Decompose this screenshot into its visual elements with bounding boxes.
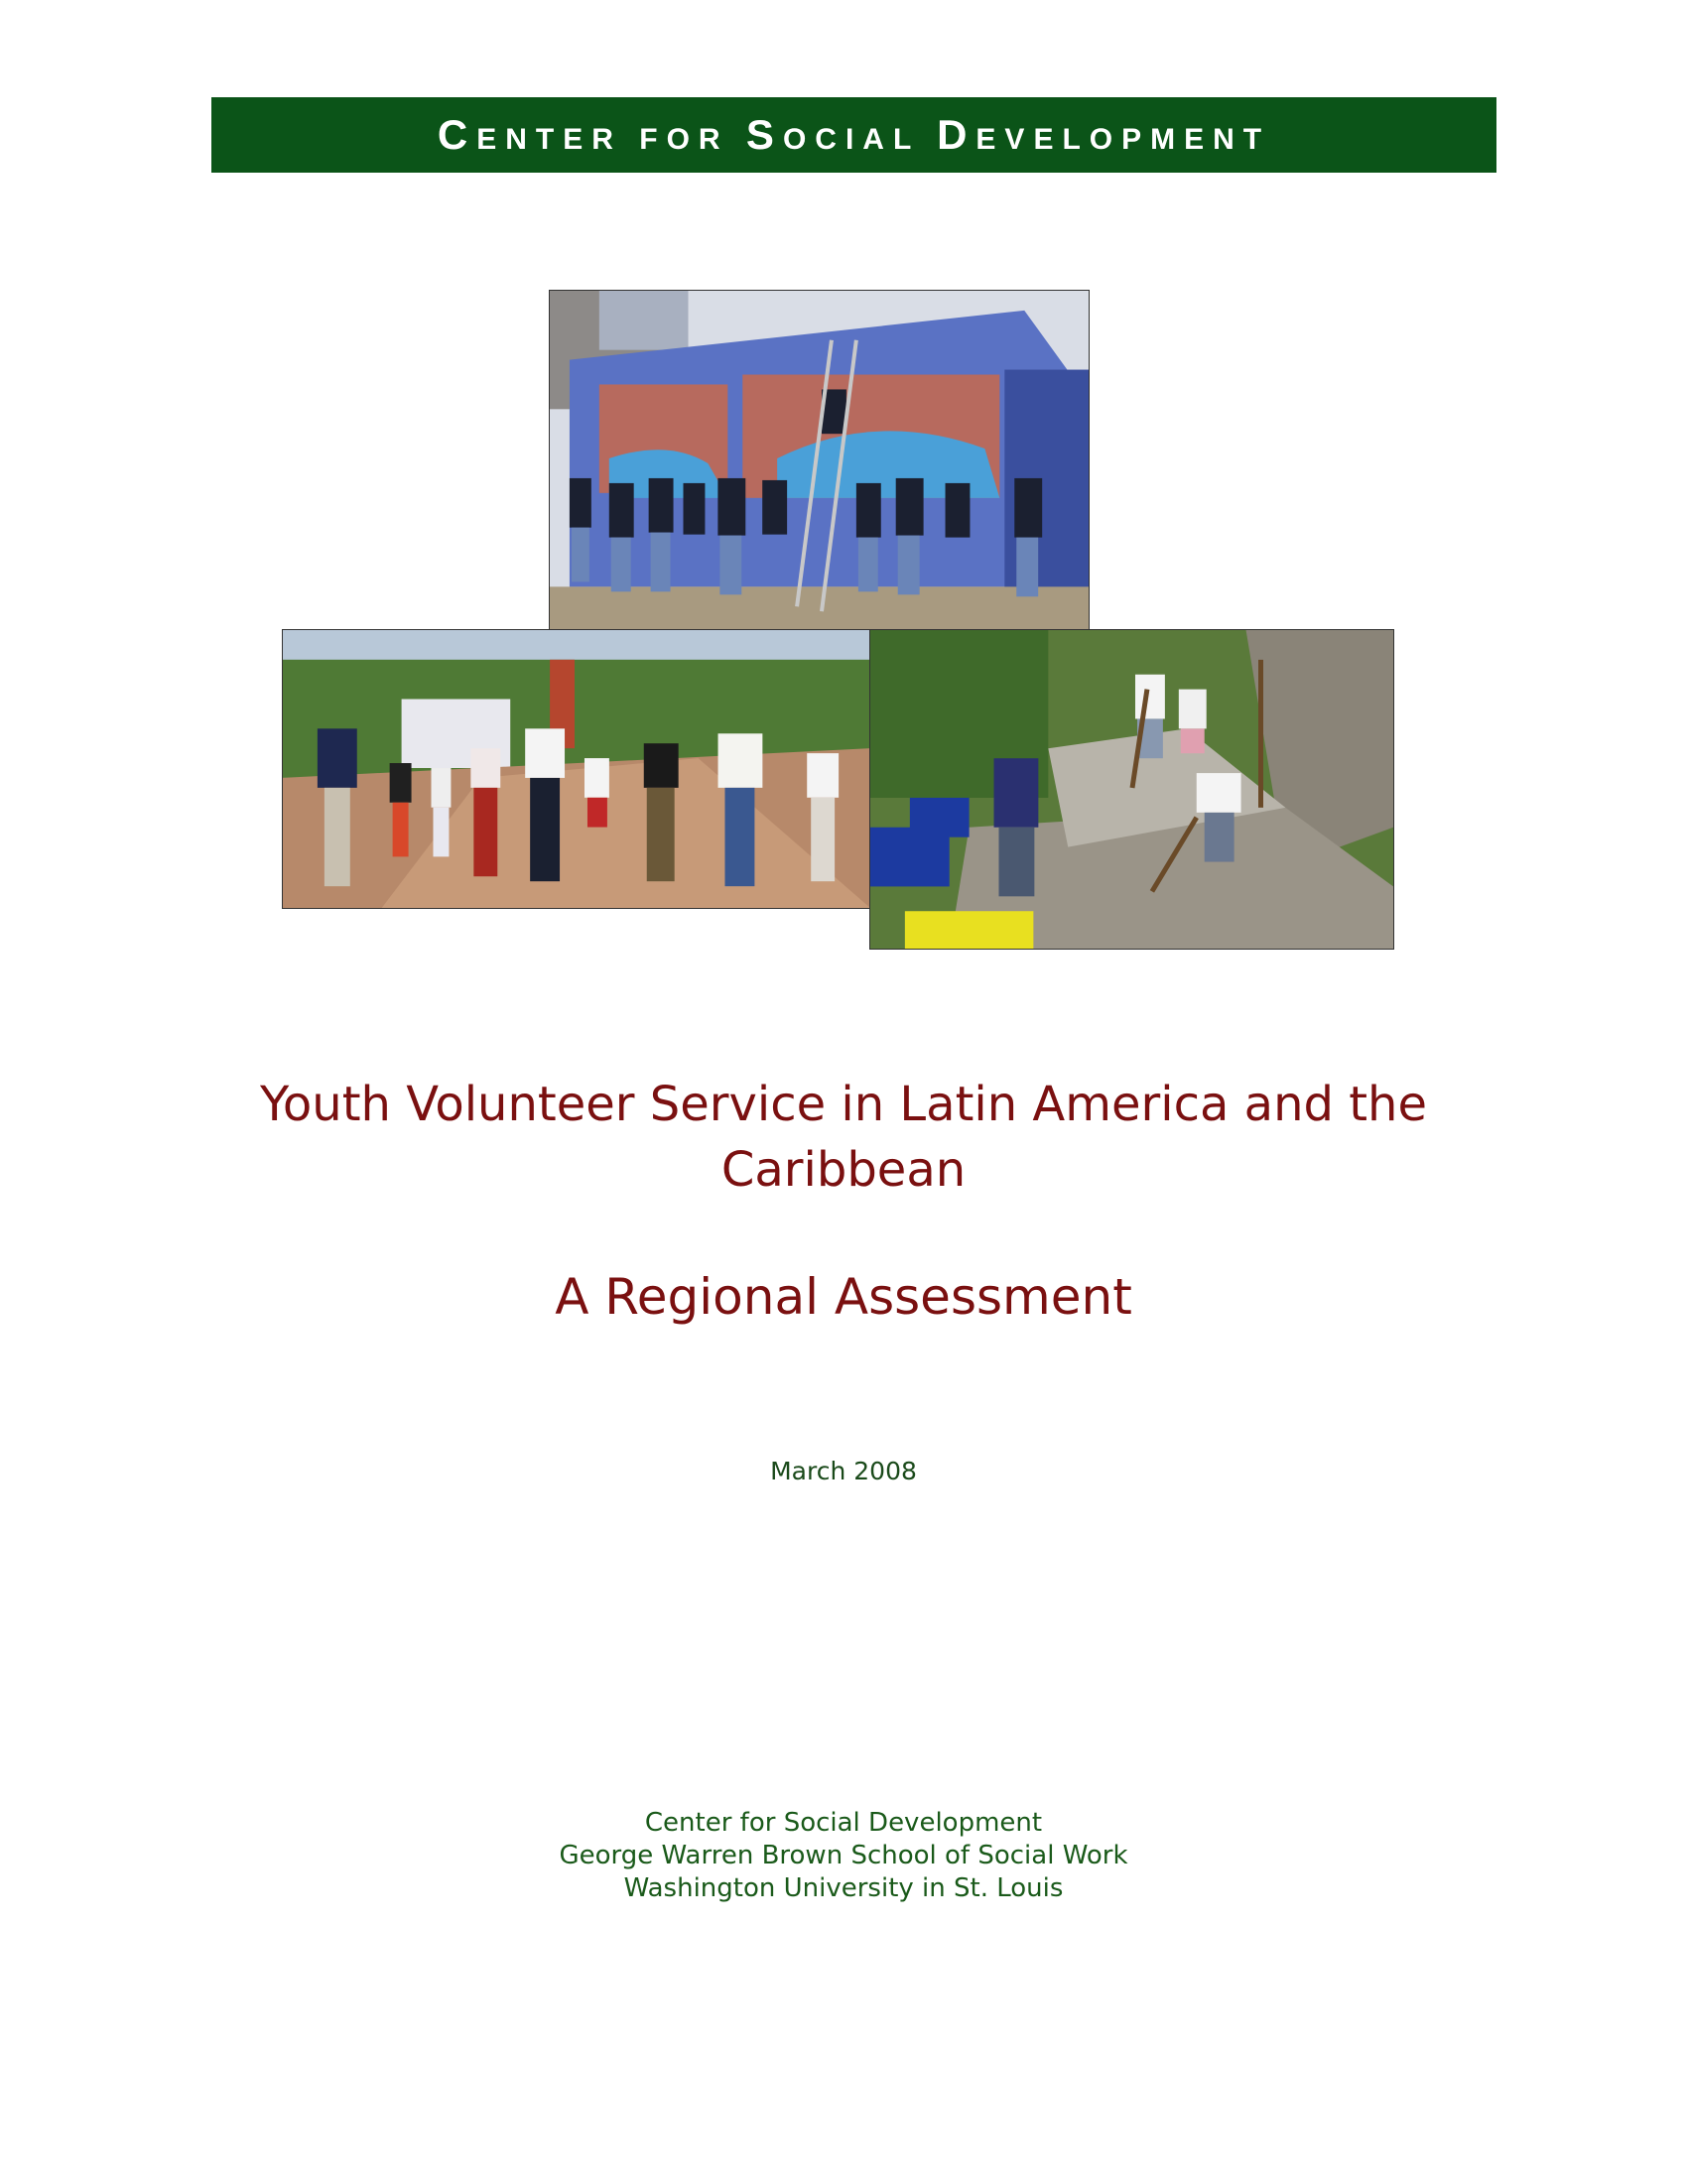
publisher-block bbox=[149, 1807, 1538, 1905]
report-title-line-1: Youth Volunteer Service in Latin America and the bbox=[259, 1077, 1428, 1132]
volunteers-walking-with-children-photo bbox=[282, 629, 871, 909]
banner-title: CENTER FOR SOCIAL DEVELOPMENT bbox=[437, 111, 1271, 158]
publisher-center: Center for Social Development bbox=[644, 1808, 1043, 1838]
volunteers-painting-wall-photo bbox=[549, 290, 1090, 644]
report-subtitle: A Regional Assessment bbox=[555, 1268, 1132, 1326]
header-banner bbox=[211, 97, 1496, 173]
volunteers-digging-construction-photo bbox=[869, 629, 1394, 950]
report-title-line-2: Caribbean bbox=[720, 1142, 967, 1198]
publisher-school: George Warren Brown School of Social Work bbox=[559, 1841, 1128, 1870]
publication-date: March 2008 bbox=[770, 1457, 917, 1485]
publisher-university: Washington University in St. Louis bbox=[623, 1873, 1064, 1903]
